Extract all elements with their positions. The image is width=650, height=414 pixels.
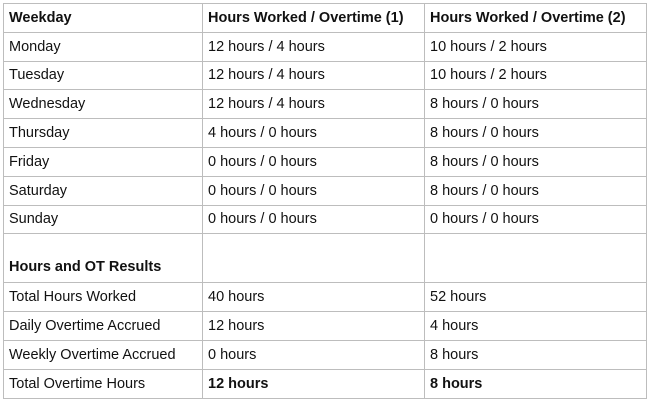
section-empty-cell	[203, 234, 425, 283]
scenario-2-cell: 8 hours / 0 hours	[425, 119, 647, 148]
table-row-thursday	[4, 119, 647, 148]
weekday-cell: Friday	[4, 147, 203, 176]
header-weekday: Weekday	[4, 4, 203, 33]
scenario-2-result: 8 hours	[425, 340, 647, 369]
table-row-wednesday	[4, 90, 647, 119]
result-row-total-overtime	[4, 369, 647, 398]
weekday-cell: Tuesday	[4, 61, 203, 90]
section-empty-cell	[425, 234, 647, 283]
scenario-1-cell: 12 hours / 4 hours	[203, 61, 425, 90]
result-label: Daily Overtime Accrued	[4, 312, 203, 341]
scenario-1-cell: 0 hours / 0 hours	[203, 176, 425, 205]
scenario-2-cell: 8 hours / 0 hours	[425, 176, 647, 205]
scenario-2-total-overtime: 8 hours	[425, 369, 647, 398]
scenario-2-cell: 0 hours / 0 hours	[425, 205, 647, 234]
header-scenario-2: Hours Worked / Overtime (2)	[425, 4, 647, 33]
scenario-2-cell: 10 hours / 2 hours	[425, 32, 647, 61]
table-row-saturday	[4, 176, 647, 205]
overtime-table	[3, 3, 647, 399]
weekday-cell: Thursday	[4, 119, 203, 148]
result-row-total-hours	[4, 283, 647, 312]
header-row	[4, 4, 647, 33]
scenario-2-result: 4 hours	[425, 312, 647, 341]
table-row-monday	[4, 32, 647, 61]
scenario-2-cell: 8 hours / 0 hours	[425, 147, 647, 176]
table-row-friday	[4, 147, 647, 176]
table-row-sunday	[4, 205, 647, 234]
scenario-1-cell: 12 hours / 4 hours	[203, 32, 425, 61]
section-header-row	[4, 234, 647, 283]
weekday-cell: Sunday	[4, 205, 203, 234]
table-row-tuesday	[4, 61, 647, 90]
weekday-cell: Saturday	[4, 176, 203, 205]
scenario-2-cell: 8 hours / 0 hours	[425, 90, 647, 119]
table-container	[3, 3, 647, 399]
section-title: Hours and OT Results	[4, 234, 203, 283]
result-row-daily-overtime	[4, 312, 647, 341]
header-scenario-1: Hours Worked / Overtime (1)	[203, 4, 425, 33]
result-label: Total Hours Worked	[4, 283, 203, 312]
result-row-weekly-overtime	[4, 340, 647, 369]
scenario-2-result: 52 hours	[425, 283, 647, 312]
scenario-2-cell: 10 hours / 2 hours	[425, 61, 647, 90]
weekday-cell: Wednesday	[4, 90, 203, 119]
scenario-1-total-overtime: 12 hours	[203, 369, 425, 398]
weekday-cell: Monday	[4, 32, 203, 61]
result-label: Weekly Overtime Accrued	[4, 340, 203, 369]
result-label: Total Overtime Hours	[4, 369, 203, 398]
scenario-1-cell: 0 hours / 0 hours	[203, 205, 425, 234]
scenario-1-cell: 0 hours / 0 hours	[203, 147, 425, 176]
scenario-1-cell: 12 hours / 4 hours	[203, 90, 425, 119]
scenario-1-result: 0 hours	[203, 340, 425, 369]
scenario-1-result: 40 hours	[203, 283, 425, 312]
scenario-1-cell: 4 hours / 0 hours	[203, 119, 425, 148]
scenario-1-result: 12 hours	[203, 312, 425, 341]
